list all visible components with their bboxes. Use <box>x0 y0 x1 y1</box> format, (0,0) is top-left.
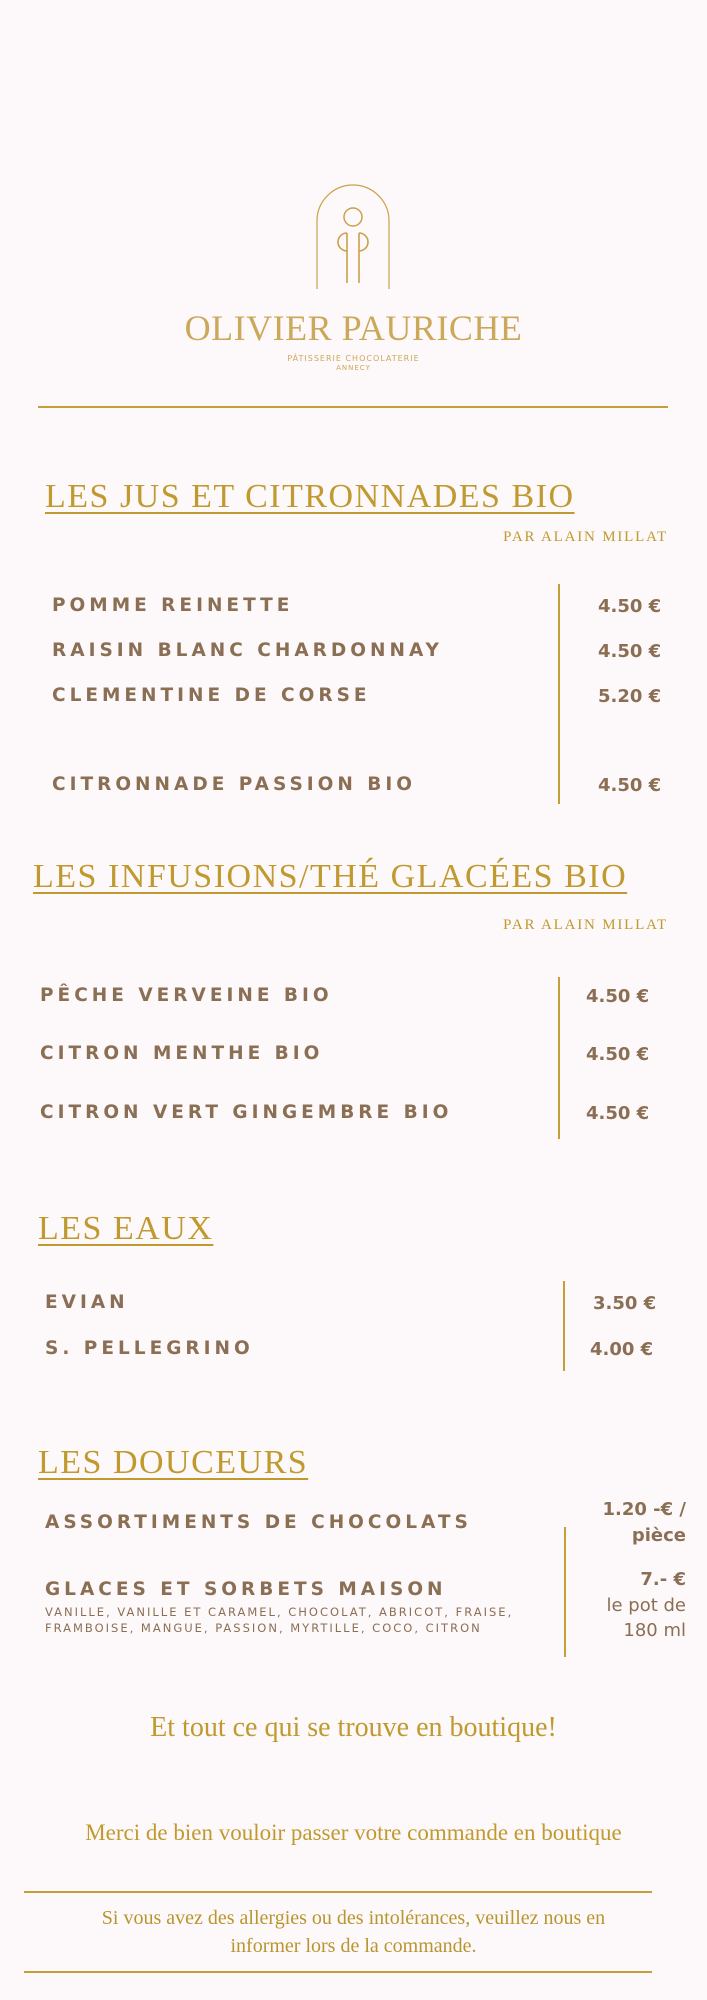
menu-item-price: 3.50 € <box>593 1293 657 1314</box>
menu-item-name: POMME REINETTE <box>52 595 294 616</box>
menu-item-description: VANILLE, VANILLE ET CARAMEL, CHOCOLAT, ABRICOT, FRAISE, <box>45 1605 514 1619</box>
footer-divider-bottom <box>24 1971 652 1973</box>
brand-city: ANNECY <box>336 364 371 372</box>
menu-item-price: 4.50 € <box>586 1044 650 1065</box>
menu-item-price-unit: 180 ml <box>623 1620 686 1641</box>
menu-item-price: 4.50 € <box>586 1103 650 1124</box>
menu-item-price: 4.50 € <box>598 596 662 617</box>
section-title-juices: LES JUS ET CITRONNADES BIO <box>45 478 575 515</box>
section-title-infusions: LES INFUSIONS/THÉ GLACÉES BIO <box>33 858 628 895</box>
section-subtitle-infusions: PAR ALAIN MILLAT <box>503 917 668 933</box>
menu-item-price: 4.50 € <box>598 775 662 796</box>
brand-name: OLIVIER PAURICHE <box>184 308 523 348</box>
menu-item-name: RAISIN BLANC CHARDONNAY <box>52 640 443 661</box>
menu-item-price-unit: le pot de <box>606 1595 686 1616</box>
monogram-arch-icon <box>315 183 391 289</box>
price-divider-sweets <box>564 1527 566 1657</box>
menu-item-price: 1.20 -€ / <box>602 1499 686 1520</box>
menu-item-name: CITRON MENTHE BIO <box>40 1043 324 1064</box>
menu-item-price: 4.50 € <box>598 641 662 662</box>
allergy-note-line1: Si vous avez des allergies ou des intolérances, veuillez nous en <box>101 1907 606 1929</box>
boutique-note: Et tout ce qui se trouve en boutique! <box>150 1712 557 1743</box>
allergy-note-line2: informer lors de la commande. <box>230 1935 477 1957</box>
menu-item-name: S. PELLEGRINO <box>45 1338 254 1359</box>
footer-divider-top <box>24 1891 652 1893</box>
menu-item-name: CITRONNADE PASSION BIO <box>52 774 417 795</box>
section-title-sweets: LES DOUCEURS <box>38 1444 309 1481</box>
section-subtitle-juices: PAR ALAIN MILLAT <box>503 529 668 545</box>
menu-item-price: 5.20 € <box>598 686 662 707</box>
header-divider <box>38 406 668 408</box>
price-divider-juices <box>558 584 560 804</box>
menu-item-price: 4.00 € <box>590 1339 654 1360</box>
menu-item-name: ASSORTIMENTS DE CHOCOLATS <box>45 1512 472 1533</box>
menu-item-description: FRAMBOISE, MANGUE, PASSION, MYRTILLE, COCO, CITRON <box>45 1621 482 1635</box>
menu-item-name: PÊCHE VERVEINE BIO <box>40 985 333 1006</box>
menu-item-name: GLACES ET SORBETS MAISON <box>45 1579 447 1600</box>
menu-item-price: 4.50 € <box>586 986 650 1007</box>
menu-item-name: EVIAN <box>45 1292 129 1313</box>
menu-item-price-unit: pièce <box>631 1525 686 1546</box>
brand-logo <box>315 183 391 289</box>
order-note: Merci de bien vouloir passer votre commande en boutique <box>85 1820 622 1845</box>
menu-item-name: CLEMENTINE DE CORSE <box>52 685 371 706</box>
brand-tagline: PÂTISSERIE CHOCOLATERIE <box>287 354 420 363</box>
menu-item-price: 7.- € <box>640 1569 686 1590</box>
price-divider-waters <box>563 1281 565 1371</box>
menu-item-name: CITRON VERT GINGEMBRE BIO <box>40 1102 453 1123</box>
price-divider-infusions <box>558 977 560 1139</box>
section-title-waters: LES EAUX <box>38 1210 214 1247</box>
